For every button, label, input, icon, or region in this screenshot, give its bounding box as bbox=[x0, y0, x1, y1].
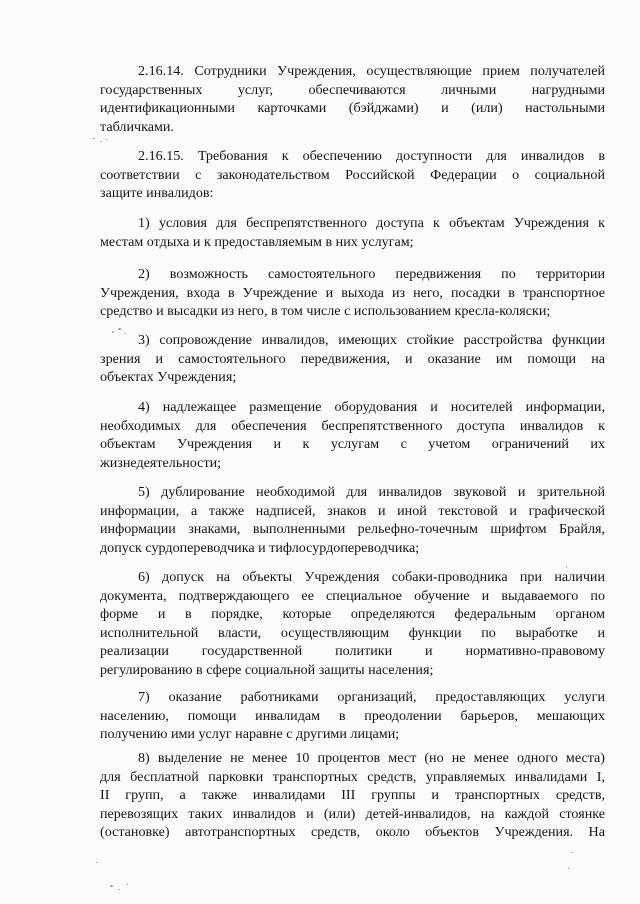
text-line: зрения и самостоятельного передвижения, и оказание им помощи на bbox=[100, 350, 605, 367]
scan-speck bbox=[100, 141, 102, 142]
text-line: государственных услуг, обеспечиваются личными нагрудными bbox=[100, 81, 605, 98]
scan-speck bbox=[110, 885, 113, 887]
text-line: реализации государственной политики и нормативно-правовому bbox=[100, 643, 605, 660]
text-line: 6) допуск на объекты Учреждения собаки-проводника при наличии bbox=[138, 569, 605, 585]
text-line: исполнительной власти, осуществляющим функции по выработке и bbox=[100, 624, 605, 641]
text-line: средство и высадки из него, в том числе с использованием кресла-коляски; bbox=[100, 303, 551, 320]
text-line: табличками. bbox=[100, 118, 174, 135]
scan-speck bbox=[566, 566, 567, 568]
scan-speck bbox=[124, 333, 126, 334]
scan-speck bbox=[571, 852, 573, 853]
list-item-2 bbox=[100, 265, 605, 321]
paragraph-2-16-15 bbox=[100, 147, 605, 203]
list-item-6 bbox=[100, 568, 605, 680]
scan-speck bbox=[568, 868, 570, 869]
scan-speck bbox=[106, 139, 108, 140]
scan-speck bbox=[96, 862, 98, 863]
text-line: населению, помощи инвалидам в преодолении барьеров, мешающих bbox=[100, 707, 605, 724]
text-line: местам отдыха и к предоставляемым в них услугам; bbox=[100, 233, 414, 250]
text-line: 2.16.14. Сотрудники Учреждения, осуществляющие прием получателей bbox=[138, 63, 605, 79]
list-item-1 bbox=[100, 214, 605, 251]
text-line: 8) выделение не менее 10 процентов мест (но не менее одного места) bbox=[138, 750, 605, 766]
scan-speck bbox=[112, 331, 114, 333]
text-line: необходимых для обеспечения беспрепятственного доступа инвалидов к bbox=[100, 417, 605, 434]
text-line: 2) возможность самостоятельного передвижения по территории bbox=[138, 266, 605, 282]
scan-speck bbox=[92, 138, 95, 139]
text-line: 2.16.15. Требования к обеспечению доступности для инвалидов в bbox=[138, 148, 605, 164]
text-line: 1) условия для беспрепятственного доступа к объектам Учреждения к bbox=[138, 215, 605, 231]
text-line: документа, подтверждающего ее специальное обучение и выдаваемого по bbox=[100, 587, 605, 604]
text-line: (остановке) автотранспортных средств, около объектов Учреждения. На bbox=[100, 824, 605, 841]
text-line: II групп, а также инвалидами III группы и транспортных средств, bbox=[100, 787, 605, 804]
text-line: объектам Учреждения и к услугам с учетом ограничений их bbox=[100, 436, 605, 453]
text-line: идентификационными карточками (бэйджами) и (или) настольными bbox=[100, 100, 605, 117]
scan-speck bbox=[126, 884, 128, 885]
text-line: форме и в порядке, которые определяются федеральным органом bbox=[100, 606, 605, 623]
paragraph-2-16-14 bbox=[100, 62, 605, 136]
text-line: информации, а также надписей, знаков и иной текстовой и графической bbox=[100, 502, 605, 519]
scan-speck bbox=[118, 328, 121, 330]
list-item-5 bbox=[100, 483, 605, 557]
text-line: регулированию в сфере социальной защиты населения; bbox=[100, 661, 434, 678]
text-line: соответствии с законодательством Российской Федерации о социальной bbox=[100, 166, 605, 183]
text-line: объектах Учреждения; bbox=[100, 369, 237, 386]
text-line: Учреждения, входа в Учреждение и выхода из него, посадки в транспортное bbox=[100, 284, 605, 301]
text-line: жизнедеятельности; bbox=[100, 454, 222, 471]
text-line: допуск сурдопереводчика и тифлосурдопереводчика; bbox=[100, 539, 420, 556]
list-item-3 bbox=[100, 331, 605, 387]
text-line: для бесплатной парковки транспортных средств, управляемых инвалидами I, bbox=[100, 768, 605, 785]
scan-speck bbox=[118, 889, 120, 890]
text-line: перевозящих таких инвалидов и (или) детей-инвалидов, на каждой стоянке bbox=[100, 805, 605, 822]
list-item-4 bbox=[100, 398, 605, 472]
text-line: получению ими услуг наравне с другими лицами; bbox=[100, 726, 400, 743]
text-line: 7) оказание работниками организаций, предоставляющих услуги bbox=[138, 689, 605, 705]
text-line: защите инвалидов: bbox=[100, 185, 214, 202]
list-item-7 bbox=[100, 688, 605, 744]
text-line: 3) сопровождение инвалидов, имеющих стойкие расстройства функции bbox=[138, 332, 605, 348]
text-line: 5) дублирование необходимой для инвалидов звуковой и зрительной bbox=[138, 484, 605, 500]
text-line: 4) надлежащее размещение оборудования и носителей информации, bbox=[138, 399, 605, 415]
text-line: информации знаками, выполненными рельефно-точечным шрифтом Брайля, bbox=[100, 521, 605, 538]
list-item-8 bbox=[100, 749, 605, 842]
